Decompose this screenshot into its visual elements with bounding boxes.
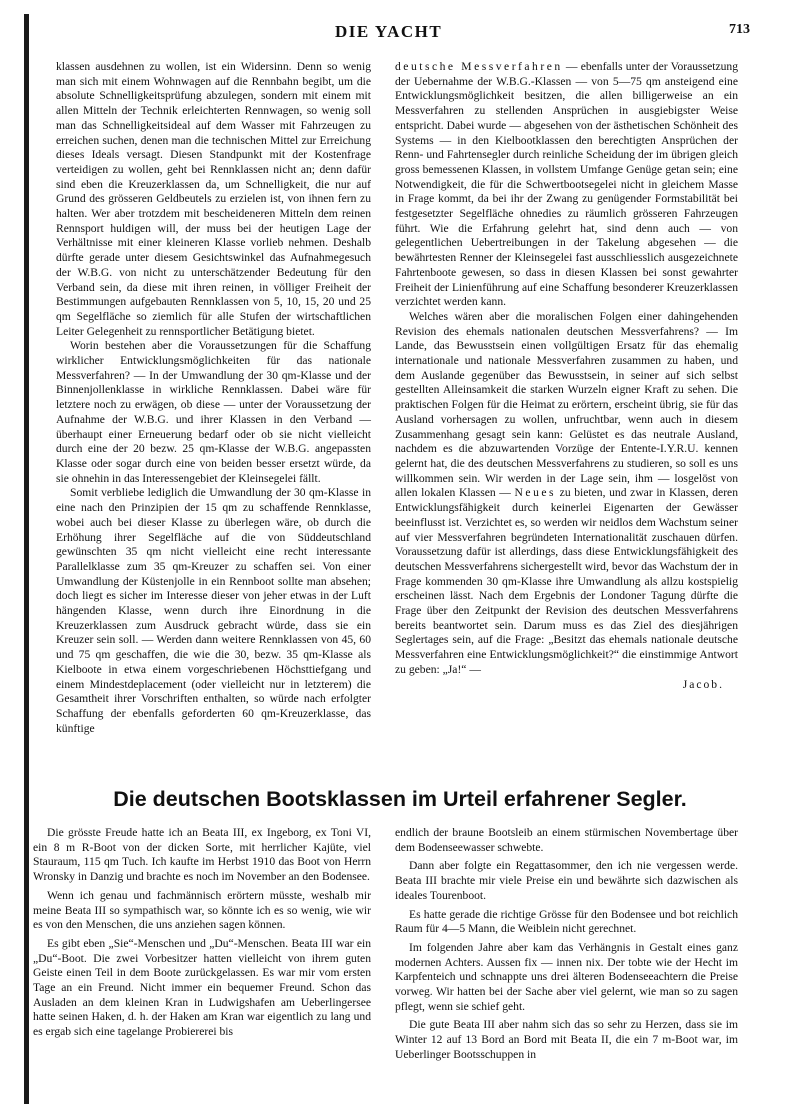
column-1	[56, 60, 371, 736]
scan-binding-edge	[24, 14, 29, 1104]
paragraph: klassen ausdehnen zu wollen, ist ein Widersinn. Denn so wenig man sich mit einem Wohnwagen auf die Rennbahn begibt, um die absolute Schnelligkeitsprüfung abzulegen, sondern mit einem mit allen Mitteln der Technik erleichterten Rennwagen, so wenig soll man das Schnelligkeitsideal auf dem Wasser mit Fahrzeugen zu erreichen suchen, denen man die technischen Mittel zur Erreichung dieses Ideals versagt. Diesen Standpunkt mit der Kostenfrage verteidigen zu wollen, geht bei Rennklassen nicht an; denn dafür sind eben die Kreuzerklassen da, um Schnelligkeit, die nur auf Grund des grösseren Geldbeutels zu erzielen ist, von ihnen fern zu halten. Wer aber trotzdem mit bescheideneren Mitteln dem reinen Rennsport huldigen will, der muss bei der heutigen Lage der Verhältnisse mit einer kleineren Klasse vorlieb nehmen. Deshalb dürfte gerade unter diesem Gesichtswinkel das Aufnahmegesuch der W.B.G. von nicht zu unterschätzender Bedeutung für den Verband sein, da diese mit ihren reinen, in völliger Freiheit der Bestimmungen aufgebauten Rennklassen von 5, 10, 15, 20 und 25 qm Segelfläche so ziemlich für alle Stufen der wirtschaftlichen Leiter Gelegenheit zu rennsportlicher Betätigung bietet.	[56, 60, 371, 338]
paragraph: Dann aber folgte ein Regattasommer, den ich nie vergessen werde. Beata III brachte mir viele Preise ein und bewährte sich dazwischen als ideales Tourenboot.	[395, 859, 738, 902]
article-title: Die deutschen Bootsklassen im Urteil erfahrener Segler.	[113, 787, 687, 811]
paragraph-text: zu bieten, und zwar in Klassen, deren Entwicklungsfähigkeit durch keinerlei Eigenarten der Gewässer beeinflusst ist. Verzichtet es, so werden wir neidlos dem Wachstum seiner auf vier Messverfahren begründeten Internationalität zuschauen dürfen. Voraussetzung dafür ist allerdings, dass diese Entwicklungsfähigkeit des deutschen Messverfahrens sichergestellt wird, bevor das Wachstum der in Frage kommenden 30 qm-Klasse ihre Umwandlung als allzu kostspielig erscheinen lässt. Nach dem Ergebnis der Londoner Tagung dürfte die Frage über den Zeitpunkt der Revision des deutschen Messverfahrens bereits beantwortet sein. Darum muss es das Ziel des diesjährigen Seglertages sein, auf die Frage: „Besitzt das ehemals nationale deutsche Messverfahren eine Entwicklungsmöglichkeit?“ die einstimmige Antwort zu geben: „Ja!“ —	[395, 486, 738, 676]
spaced-word: Neues	[514, 486, 557, 500]
column-3	[33, 826, 371, 1044]
paragraph-text: Welches wären aber die moralischen Folgen einer dahingehenden Revision des ehemals nationalen deutschen Messverfahrens? — Im Lande, das Bewusstsein einen vollgültigen Ersatz für das ehemalig internationale und nationale Messverfahren zusammen zu haben, und dem Auslande gegenüber das Bewusstsein, in seiner auf sich selbst gestellten Alleinsamkeit die starken Wurzeln eigner Kraft zu sehen. Die praktischen Folgen für die Heimat zu erörtern, erscheint übrig, sie für das Ausland vorhersagen zu wollen, unfruchtbar, wenn auch in diesem Zusammenhang gesagt sein kann: Gelüstet es das neutrale Ausland, nachdem es die abzuwartenden Vorzüge der Entente-I.Y.R.U. kennen gelernt hat, die des deutschen Messverfahrens zu studieren, so soll es uns willkommen sein. Wir werden in der Lage sein, ihm — losgelöst von allen lokalen Klassen —	[395, 309, 738, 500]
paragraph: Somit verbliebe lediglich die Umwandlung der 30 qm-Klasse in eine nach den Prinzipien der 15 qm zu schaffende Rennklasse, wobei auch bei dieser Klasse zu überlegen wäre, ob durch die Erhöhung ihrer Segelfläche auf die von Süddeutschland gewünschten 35 qm nicht vielleicht eine recht interessante Parallelklasse zum 35 qm-Kreuzer zu schaffen sei. Von einer Umwandlung der Küstenjolle in ein Rennboot sollte man absehen; doch liegt es sicher im Interesse dieser von jeher etwas in der Luft hängenden Klasse, wenn durch ihre Einordnung in die Kreuzerklassen zum Ausdruck gebracht würde, dass sie ein Kreuzer sein soll. — Werden dann weitere Rennklassen von 45, 60 und 75 qm geschaffen, die wie die 30, bezw. 35 qm-Klasse als Kielboote in etwa einem vorgeschriebenen Höchsttiefgang und einem Mindestdeplacement (oder vielleicht nur in letzterem) die Gesamtheit ihrer Vorschriften enthalten, so würde nach erfolgter Schaffung der ebenfalls geforderten 60 qm-Kreuzerklasse, das künftige	[56, 486, 371, 735]
paragraph: Es gibt eben „Sie“-Menschen und „Du“-Menschen. Beata III war ein „Du“-Boot. Die zwei Vorbesitzer hatten vielleicht von ihrem guten Geiste einen Teil in dem Boote zurückgelassen. Es war mir vom ersten Tage an ein Freund. Nicht immer ein bequemer Freund. Schon das Ausladen an dem kleinen Kran in Ludwigshafen am Ueberlingersee hatte seinen Haken, d. h. der Haken am Kran war eigentlich zu lang und es ergab sich eine tagelange Probiererei bis	[33, 936, 371, 1039]
paragraph: Es hatte gerade die richtige Grösse für den Bodensee und bot reichlich Raum für 4—5 Mann, die Weiblein nicht gerechnet.	[395, 907, 738, 936]
spaced-phrase: deutsche Messverfahren	[395, 60, 563, 73]
paragraph: Worin bestehen aber die Voraussetzungen für die Schaffung wirklicher Entwicklungsmöglichkeiten für das nationale Messverfahren? — In der Umwandlung der 30 qm-Klasse und der Binnenjollenklasse in wirkliche Rennklassen. Dabei wäre für letztere noch zu erwägen, ob diese — unter der Voraussetzung der Aufnahme der W.B.G. und ihrer Klassen in den Verband — überhaupt einer Erneuerung bedarf oder ob sie nicht vielleicht durch eine der 20 bezw. 25 qm-Klasse der W.B.G. angepassten Klasse oder sogar durch eine von beiden besser ersetzt würde, da sie ohnehin in das Interessengebiet der Kleinsegelei fällt.	[56, 339, 371, 485]
paragraph	[395, 310, 738, 678]
running-header	[70, 22, 750, 42]
paragraph: Im folgenden Jahre aber kam das Verhängnis in Gestalt eines ganz modernen Achters. Aussen fix — innen nix. Der tobte wie der Hecht im Karpfenteich und schnappte uns drei älteren Bodenseeachtern die Preise vorweg. Wir hatten bei der Sache aber viel gelernt, wie man so zu sagen pflegt, wenn sie schief geht.	[395, 940, 738, 1013]
page-number: 713	[729, 22, 750, 37]
paragraph	[395, 60, 738, 310]
paragraph: Wenn ich genau und fachmännisch erörtern müsste, weshalb mir meine Beata III so sympathisch war, so könnte ich es so wenig, wie wir es von den Menschen, die uns anziehen sagen können.	[33, 888, 371, 932]
paragraph-text: — ebenfalls unter der Voraussetzung der Uebernahme der W.B.G.-Klassen — von 5—75 qm ansteigend eine Entwicklungsmöglichkeit besitzen, die allen billigerweise an ein Messverfahren zu stellenden Ansprüchen in ausgiebigster Weise entspricht. Dabei wurde — abgesehen von der ästhetischen Schönheit des Systems — in den Kielbootklassen den berechtigten Ansprüchen der Renn- und Fahrtensegler durch reinliche Scheidung der im übrigen gleich gross bemessenen Klassen, in vollstem Umfange Genüge getan sein; eine Notwendigkeit, die für die Schwertbootsegelei nicht in gleichem Masse in Frage kommt, da bei ihr der Zwang zu genügender Formstabilität bei festgesetzter Segelfläche ohnedies zu räumlich grösseren Fahrzeugen führt. Wie die Erfahrung gelehrt hat, sind denn auch — von gelegentlichen Uebertreibungen in der Takelung abgesehen — die bewährtesten Renner der Kleinsegelei fast ausschliesslich ausgezeichnete Fahrtenboote gewesen, so dass in diesen Klassen bei sonst gewahrter Freiheit der Linienführung auf eine Schaffung besonderer Kreuzerklassen verzichtet werden kann.	[395, 60, 738, 309]
paragraph: endlich der braune Bootsleib an einem stürmischen Novembertage über dem Bodenseewasser schwebte.	[395, 826, 738, 854]
paragraph: Die gute Beata III aber nahm sich das so sehr zu Herzen, dass sie im Winter 12 auf 13 Bord an Bord mit Beata II, die ein 7 m-Boot war, im Ueberlinger Bootsschuppen in	[395, 1018, 738, 1061]
column-4	[395, 826, 738, 1067]
journal-title: DIE YACHT	[335, 22, 443, 41]
column-2	[395, 60, 738, 692]
author-signature: Jacob.	[682, 677, 724, 691]
paragraph: Die grösste Freude hatte ich an Beata III, ex Ingeborg, ex Toni VI, ein 8 m R-Boot von der dicken Sorte, mit herrlicher Kajüte, viel Stauraum, 115 qm Tuch. Ich kaufte im Herbst 1910 das Boot von Herrn Wronsky in Danzig und brachte es noch im November an den Bodensee.	[33, 826, 371, 884]
